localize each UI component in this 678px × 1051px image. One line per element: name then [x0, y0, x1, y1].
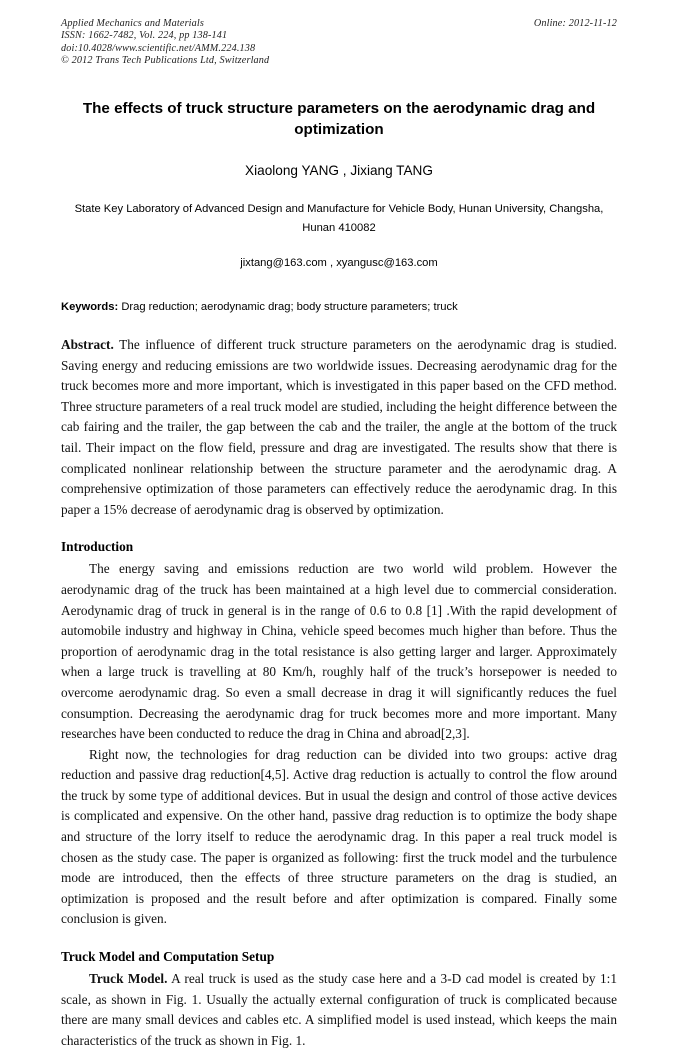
- keywords-line: [61, 299, 617, 315]
- paragraph-truck-model-text: A real truck is used as the study case here and a 3-D cad model is created by 1:1 scale, as shown in Fig. 1. Usually the actually external configuration of truck is complicated because there are many small devices and cables etc. A simplified model is used instead, which keeps the main characteristics of the truck as shown in Fig. 1.: [61, 971, 617, 1048]
- author-emails: jixtang@163.com , xyangusc@163.com: [240, 257, 438, 269]
- keywords-values: Drag reduction; aerodynamic drag; body structure parameters; truck: [121, 301, 458, 313]
- run-in-heading-truck-model: Truck Model.: [89, 971, 168, 987]
- journal-doi: doi:10.4028/www.scientific.net/AMM.224.138: [61, 42, 256, 54]
- journal-issn-volume: ISSN: 1662-7482, Vol. 224, pp 138-141: [61, 30, 228, 42]
- section-heading-truck-model-setup: Truck Model and Computation Setup: [61, 949, 275, 965]
- paragraph-intro-2: Right now, the technologies for drag reduction can be divided into two groups: active drag reduction and passive drag reduction[4,5]. Active drag reduction is actually to control the flow around the truck by some type of additional devices. But in usual the design and control of those active devices is complicated and expensive. On the other hand, passive drag reduction is to optimize the body shape and structure of the lorry itself to reduce the aerodynamic drag. In this paper a real truck model is chosen as the study case. The paper is organized as following: first the truck model and the turbulence mode are introduced, then the effects of three structure parameters on the drag is studied, an optimization is proposed and the result before and after optimization is compared. Finally some conclusion is given.: [61, 746, 617, 927]
- abstract-label: Abstract.: [61, 337, 114, 352]
- journal-name: Applied Mechanics and Materials: [61, 18, 205, 29]
- keywords-label: Keywords:: [61, 301, 119, 313]
- page-title: The effects of truck structure parameters on the aerodynamic drag and optimization: [82, 100, 596, 138]
- abstract-block: [61, 335, 617, 520]
- paragraph-intro-1: The energy saving and emissions reduction are two world wild problem. However the aerodynamic drag of the truck has been maintained at a high level due to commercial consideration. Aerodynamic drag of truck in general is in the range of 0.6 to 0.8 [1] .With the rapid development of automobile industry and highway in China, vehicle speed becomes much higher than before. Thus the proportion of aerodynamic drag in the total resistance is also getting larger and larger. Approximately when a large truck is travelling at 80 Km/h, roughly half of the truck’s horsepower is needed to overcome aerodynamic drag. So even a small decrease in drag it will significantly reduces the fuel consumption. Decreasing the aerodynamic drag for truck becomes more and more important. Many researches have been conducted to reduce the drag in China and abroad[2,3].: [61, 561, 617, 742]
- online-date: Online: 2012-11-12: [533, 18, 617, 29]
- journal-header: [61, 18, 617, 80]
- author-list: Xiaolong YANG , Jixiang TANG: [245, 163, 433, 178]
- affiliation: State Key Laboratory of Advanced Design and Manufacture for Vehicle Body, Hunan University, Changsha, Hunan 410082: [74, 203, 604, 234]
- journal-copyright: © 2012 Trans Tech Publications Ltd, Switzerland: [61, 55, 270, 67]
- journal-header-left: [61, 18, 481, 68]
- section-heading-introduction: Introduction: [61, 539, 134, 555]
- abstract-text: The influence of different truck structure parameters on the aerodynamic drag is studied. Saving energy and reducing emissions are two worldwide issues. Decreasing aerodynamic drag for the truck becomes more and more important, which is investigated in this paper based on the CFD method. Three structure parameters of a real truck model are studied, including the height difference between the cab fairing and the trailer, the gap between the cab and the trailer, the angle at the bottom of the truck tail. Their impact on the flow field, pressure and drag are investigated. The results show that there is complicated nonlinear relationship between the structure parameter and the aerodynamic drag. A comprehensive optimization of those parameters can effectively reduce the aerodynamic drag. In this paper a 15% decrease of aerodynamic drag is observed by optimization.: [61, 337, 617, 517]
- paragraph-truck-model-1: [61, 969, 617, 1051]
